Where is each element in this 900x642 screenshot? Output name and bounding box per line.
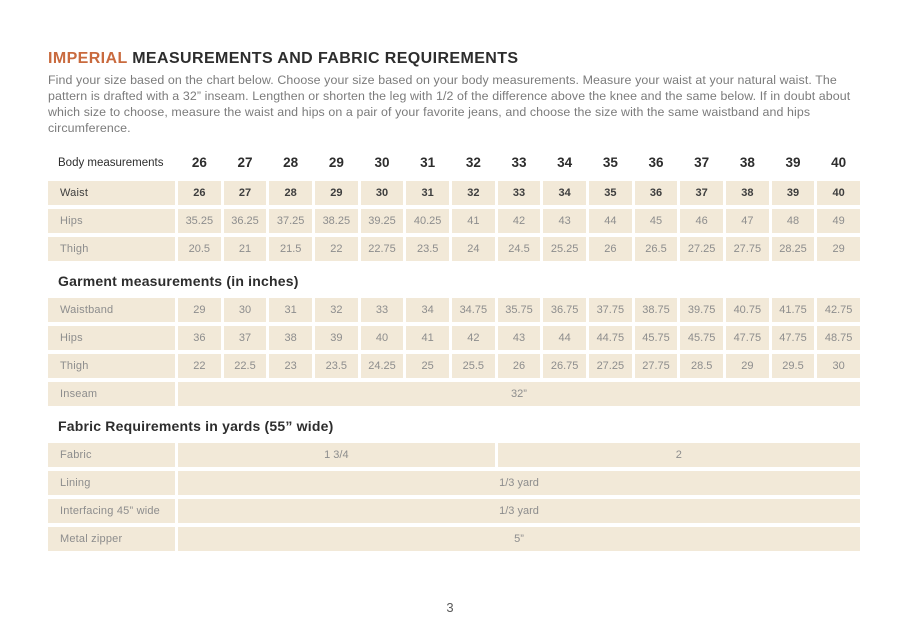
value-cell: 22 [178,354,221,378]
size-column-header: 28 [283,155,299,171]
value-cell: 43 [543,209,586,233]
row-label: Thigh [48,237,175,261]
value-cell: 40 [817,181,860,205]
size-column-header: 35 [602,155,618,171]
span-value-cell: 32” [178,382,860,406]
value-cell: 29 [726,354,769,378]
page-content [48,0,860,551]
value-cell: 45.75 [635,326,678,350]
row-label: Lining [48,471,175,495]
size-column-header: 31 [420,155,436,171]
value-cell: 36.25 [224,209,267,233]
value-cell: 29 [315,181,358,205]
size-column-header: 40 [831,155,847,171]
value-cell: 42 [452,326,495,350]
value-cell: 30 [817,354,860,378]
value-cell: 26.5 [635,237,678,261]
value-cell: 40.25 [406,209,449,233]
span-value-cell: 2 [498,443,860,467]
value-cell: 30 [224,298,267,322]
size-column-header: 38 [739,155,755,171]
value-cell: 28.25 [772,237,815,261]
value-cell: 28 [269,181,312,205]
size-column-header: 33 [511,155,527,171]
value-cell: 26 [498,354,541,378]
size-column-header: 36 [648,155,664,171]
title-rest: MEASUREMENTS AND FABRIC REQUIREMENTS [127,50,519,67]
row-label: Waist [48,181,175,205]
table-header-label: Body measurements [58,156,164,169]
value-cell: 28.5 [680,354,723,378]
value-cell: 44 [589,209,632,233]
value-cell: 36 [635,181,678,205]
value-cell: 39 [772,181,815,205]
size-column-header: 34 [557,155,573,171]
value-cell: 42 [498,209,541,233]
row-label: Inseam [48,382,175,406]
value-cell: 35.25 [178,209,221,233]
size-column-header: 30 [374,155,390,171]
row-label: Waistband [48,298,175,322]
size-column-header: 26 [191,155,207,171]
value-cell: 38.75 [635,298,678,322]
value-cell: 29 [817,237,860,261]
value-cell: 39 [315,326,358,350]
value-cell: 33 [498,181,541,205]
value-cell: 38.25 [315,209,358,233]
value-cell: 31 [406,181,449,205]
body-measurements-table [48,153,860,261]
size-column-header: 37 [694,155,710,171]
value-cell: 33 [361,298,404,322]
size-column-header: 39 [785,155,801,171]
row-label: Fabric [48,443,175,467]
value-cell: 23.5 [406,237,449,261]
size-column-header: 32 [465,155,481,171]
value-cell: 40 [361,326,404,350]
value-cell: 37 [224,326,267,350]
value-cell: 32 [315,298,358,322]
span-value-cell: 5” [178,527,860,551]
value-cell: 43 [498,326,541,350]
garment-section-heading: Garment measurements (in inches) [58,272,299,289]
value-cell: 27.25 [680,237,723,261]
value-cell: 39.25 [361,209,404,233]
value-cell: 29 [178,298,221,322]
value-cell: 44.75 [589,326,632,350]
row-label: Interfacing 45” wide [48,499,175,523]
value-cell: 41.75 [772,298,815,322]
value-cell: 25 [406,354,449,378]
value-cell: 34 [543,181,586,205]
value-cell: 48.75 [817,326,860,350]
value-cell: 30 [361,181,404,205]
title-highlight: IMPERIAL [48,50,128,67]
value-cell: 25.5 [452,354,495,378]
fabric-section-heading: Fabric Requirements in yards (55” wide) [58,417,334,434]
value-cell: 24 [452,237,495,261]
value-cell: 31 [269,298,312,322]
row-label: Hips [48,209,175,233]
row-label: Metal zipper [48,527,175,551]
page-title [48,50,860,68]
value-cell: 22.75 [361,237,404,261]
value-cell: 20.5 [178,237,221,261]
value-cell: 26 [178,181,221,205]
value-cell: 41 [406,326,449,350]
value-cell: 45.75 [680,326,723,350]
span-value-cell: 1 3/4 [178,443,495,467]
value-cell: 37.75 [589,298,632,322]
value-cell: 27 [224,181,267,205]
value-cell: 47.75 [772,326,815,350]
value-cell: 26 [589,237,632,261]
intro-text: Find your size based on the chart below. Choose your size based on your body measurements. Measure your waist at your natural waist. The pattern is drafted with a 32” inseam. Lengthen or shorten the leg with 1/2 of the difference above the knee and the same below. If in doubt about which size to choose, measure the waist and hips on a pair of your favorite jeans, and choose the size with the same waistband and hips circumference. [48,73,851,135]
value-cell: 23 [269,354,312,378]
value-cell: 38 [269,326,312,350]
span-value-cell: 1/3 yard [178,471,860,495]
value-cell: 45 [635,209,678,233]
value-cell: 21.5 [269,237,312,261]
span-value-cell: 1/3 yard [178,499,860,523]
value-cell: 34.75 [452,298,495,322]
row-label: Thigh [48,354,175,378]
value-cell: 24.25 [361,354,404,378]
value-cell: 49 [817,209,860,233]
garment-measurements-table [48,298,860,406]
value-cell: 38 [726,181,769,205]
value-cell: 32 [452,181,495,205]
value-cell: 27.75 [635,354,678,378]
value-cell: 25.25 [543,237,586,261]
value-cell: 26.75 [543,354,586,378]
value-cell: 39.75 [680,298,723,322]
value-cell: 36.75 [543,298,586,322]
value-cell: 46 [680,209,723,233]
value-cell: 27.25 [589,354,632,378]
value-cell: 35 [589,181,632,205]
value-cell: 27.75 [726,237,769,261]
value-cell: 22.5 [224,354,267,378]
value-cell: 44 [543,326,586,350]
value-cell: 34 [406,298,449,322]
value-cell: 40.75 [726,298,769,322]
value-cell: 23.5 [315,354,358,378]
value-cell: 36 [178,326,221,350]
size-column-header: 27 [237,155,253,171]
value-cell: 42.75 [817,298,860,322]
value-cell: 47 [726,209,769,233]
size-column-header: 29 [328,155,344,171]
row-label: Hips [48,326,175,350]
value-cell: 48 [772,209,815,233]
value-cell: 21 [224,237,267,261]
value-cell: 37.25 [269,209,312,233]
value-cell: 35.75 [498,298,541,322]
page-number: 3 [446,600,454,615]
value-cell: 37 [680,181,723,205]
fabric-requirements-table [48,443,860,551]
value-cell: 29.5 [772,354,815,378]
value-cell: 24.5 [498,237,541,261]
value-cell: 47.75 [726,326,769,350]
value-cell: 22 [315,237,358,261]
value-cell: 41 [452,209,495,233]
